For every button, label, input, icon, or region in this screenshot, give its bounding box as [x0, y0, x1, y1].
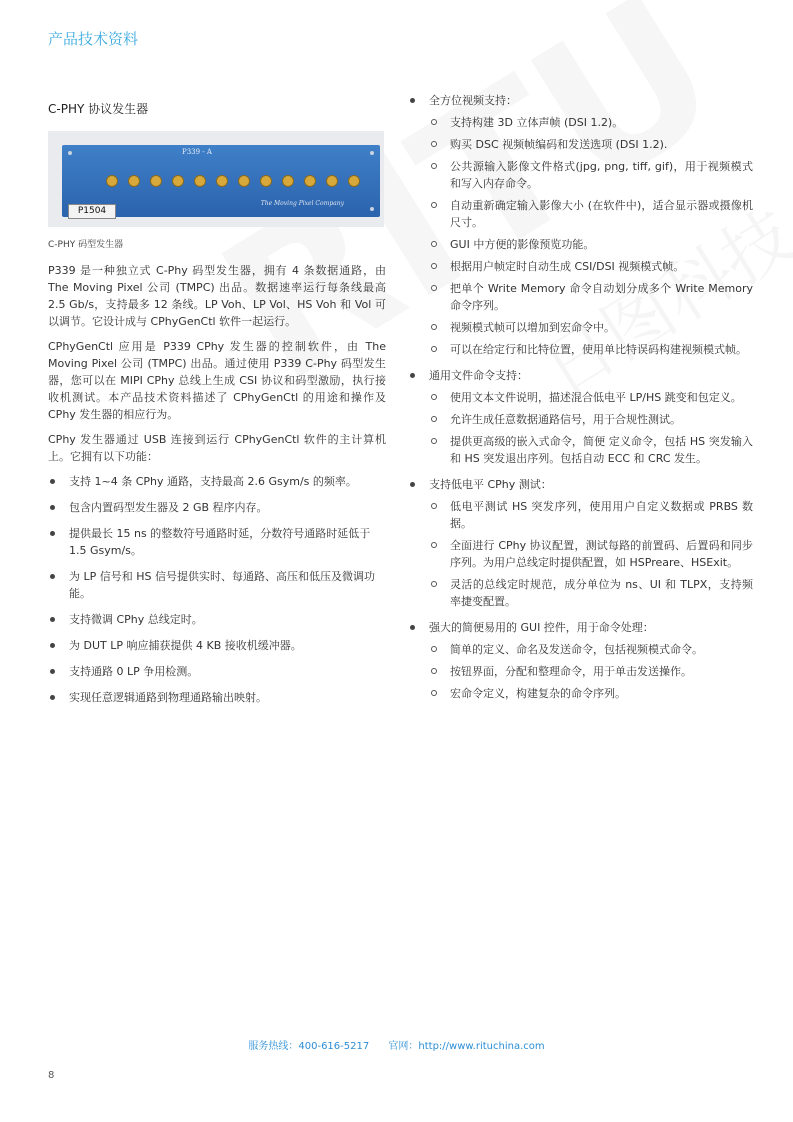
sub-list-item: 根据用户帧定时自动生成 CSI/DSI 视频模式帧。: [429, 258, 753, 275]
sub-list-item: 可以在给定行和比特位置，使用单比特误码构建视频模式帧。: [429, 341, 753, 358]
sub-list-item: 简单的定义、命名及发送命令，包括视频模式命令。: [429, 641, 753, 658]
page-footer: [0, 1037, 793, 1052]
sub-list-item: GUI 中方便的影像预览功能。: [429, 236, 753, 253]
list-item: 为 DUT LP 响应捕获提供 4 KB 接收机缓冲器。: [48, 637, 386, 654]
list-item: 实现任意逻辑通路到物理通路输出映射。: [48, 689, 386, 706]
group-title: 支持低电平 CPhy 测试：: [429, 478, 552, 491]
section-title: C-PHY 协议发生器: [48, 102, 149, 116]
group-title: 通用文件命令支持：: [429, 369, 528, 382]
group-title: 强大的简便易用的 GUI 控件，用于命令处理：: [429, 621, 654, 634]
connector: [260, 175, 272, 187]
website-link[interactable]: 官网：http://www.rituchina.com: [388, 1041, 545, 1052]
connector: [106, 175, 118, 187]
connector: [128, 175, 140, 187]
device-model-label: P339 - A: [182, 148, 212, 156]
sub-list: [429, 114, 753, 358]
sub-list: [429, 389, 753, 467]
screw: [370, 151, 374, 155]
list-item: 支持 1~4 条 CPhy 通路，支持最高 2.6 Gsym/s 的频率。: [48, 473, 386, 490]
service-hotline: 服务热线：400-616-5217: [248, 1041, 370, 1052]
sub-list-item: 使用文本文件说明，描述混合低电平 LP/HS 跳变和包定义。: [429, 389, 753, 406]
paragraph: CPhy 发生器通过 USB 连接到运行 CPhyGenCtl 软件的主计算机上。它拥有以下功能：: [48, 433, 386, 463]
sub-list-item: 提供更高级的嵌入式命令，简便 定义命令，包括 HS 突发输入和 HS 突发退出序列。包括自动 ECC 和 CRC 发生。: [429, 433, 753, 467]
image-caption: C-PHY 码型发生器: [48, 240, 124, 250]
connector: [194, 175, 206, 187]
sub-list-item: 支持构建 3D 立体声帧 (DSI 1.2)。: [429, 114, 753, 131]
paragraph: CPhyGenCtl 应用是 P339 CPhy 发生器的控制软件，由 The Moving Pixel 公司 (TMPC) 出品。通过使用 P339 C-Phy 码型发生器，您可以在 MIPI CPhy 总线上生成 CSI 协议和码型激励，执行接收机测试。本产品技术资料描述了 CPhyGenCtl 的用途和操作及 CPhy 发生器的相应行为。: [48, 340, 386, 421]
page-header-title: 产品技术资料: [48, 30, 139, 48]
screw: [68, 151, 72, 155]
group-title: 全方位视频支持：: [429, 94, 517, 107]
device-tag: P1504: [68, 204, 116, 219]
feature-group-list: [408, 92, 753, 702]
sub-list-item: 视频模式帧可以增加到宏命令中。: [429, 319, 753, 336]
sub-list-item: 全面进行 CPhy 协议配置，测试每路的前置码、后置码和同步序列。为用户总线定时提供配置，如 HSPreare、HSExit。: [429, 537, 753, 571]
feature-group: [408, 367, 753, 467]
feature-list: [48, 473, 386, 706]
sub-list-item: 低电平测试 HS 突发序列，使用用户自定义数据或 PRBS 数据。: [429, 498, 753, 532]
sub-list: [429, 498, 753, 610]
sub-list-item: 购买 DSC 视频帧编码和发送选项 (DSI 1.2).: [429, 136, 753, 153]
connector: [238, 175, 250, 187]
sub-list-item: 自动重新确定输入影像大小 (在软件中)，适合显示器或摄像机尺寸。: [429, 197, 753, 231]
feature-group: [408, 619, 753, 702]
sub-list-item: 灵活的总线定时规范，成分单位为 ns、UI 和 TLPX，支持频率捷变配置。: [429, 576, 753, 610]
sub-list-item: 按钮界面，分配和整理命令，用于单击发送操作。: [429, 663, 753, 680]
list-item: 为 LP 信号和 HS 信号提供实时、每通路、高压和低压及微调功能。: [48, 568, 386, 602]
list-item: 支持通路 0 LP 争用检测。: [48, 663, 386, 680]
connector: [348, 175, 360, 187]
list-item: 提供最长 15 ns 的整数符号通路时延，分数符号通路时延低于 1.5 Gsym/s。: [48, 525, 386, 559]
product-photo: [48, 131, 384, 227]
connector: [282, 175, 294, 187]
left-column: [48, 100, 386, 715]
sub-list-item: 宏命令定义，构建复杂的命令序列。: [429, 685, 753, 702]
sub-list-item: 公共源输入影像文件格式(jpg, png, tiff, gif)，用于视频模式和写入内存命令。: [429, 158, 753, 192]
connector: [216, 175, 228, 187]
connector: [150, 175, 162, 187]
connector: [326, 175, 338, 187]
screw: [370, 207, 374, 211]
page-number: 8: [48, 1070, 55, 1081]
connector: [304, 175, 316, 187]
sub-list-item: 把单个 Write Memory 命令自动划分成多个 Write Memory 命令序列。: [429, 280, 753, 314]
paragraph: P339 是一种独立式 C-Phy 码型发生器，拥有 4 条数据通路，由 The Moving Pixel 公司 (TMPC) 出品。数据速率运行每条线最高 2.5 Gb/s，支持最多 12 条线。LP Voh、LP Vol、HS Voh 和 Vol 可以调节。它设计成与 CPhyGenCtl 软件一起运行。: [48, 264, 386, 328]
right-column: [408, 92, 753, 711]
feature-group: [408, 92, 753, 358]
list-item: 包含内置码型发生器及 2 GB 程序内存。: [48, 499, 386, 516]
feature-group: [408, 476, 753, 610]
device-brand-label: The Moving Pixel Company: [260, 200, 344, 207]
connector: [172, 175, 184, 187]
sub-list: [429, 641, 753, 702]
sub-list-item: 允许生成任意数据通路信号，用于合规性测试。: [429, 411, 753, 428]
list-item: 支持微调 CPhy 总线定时。: [48, 611, 386, 628]
